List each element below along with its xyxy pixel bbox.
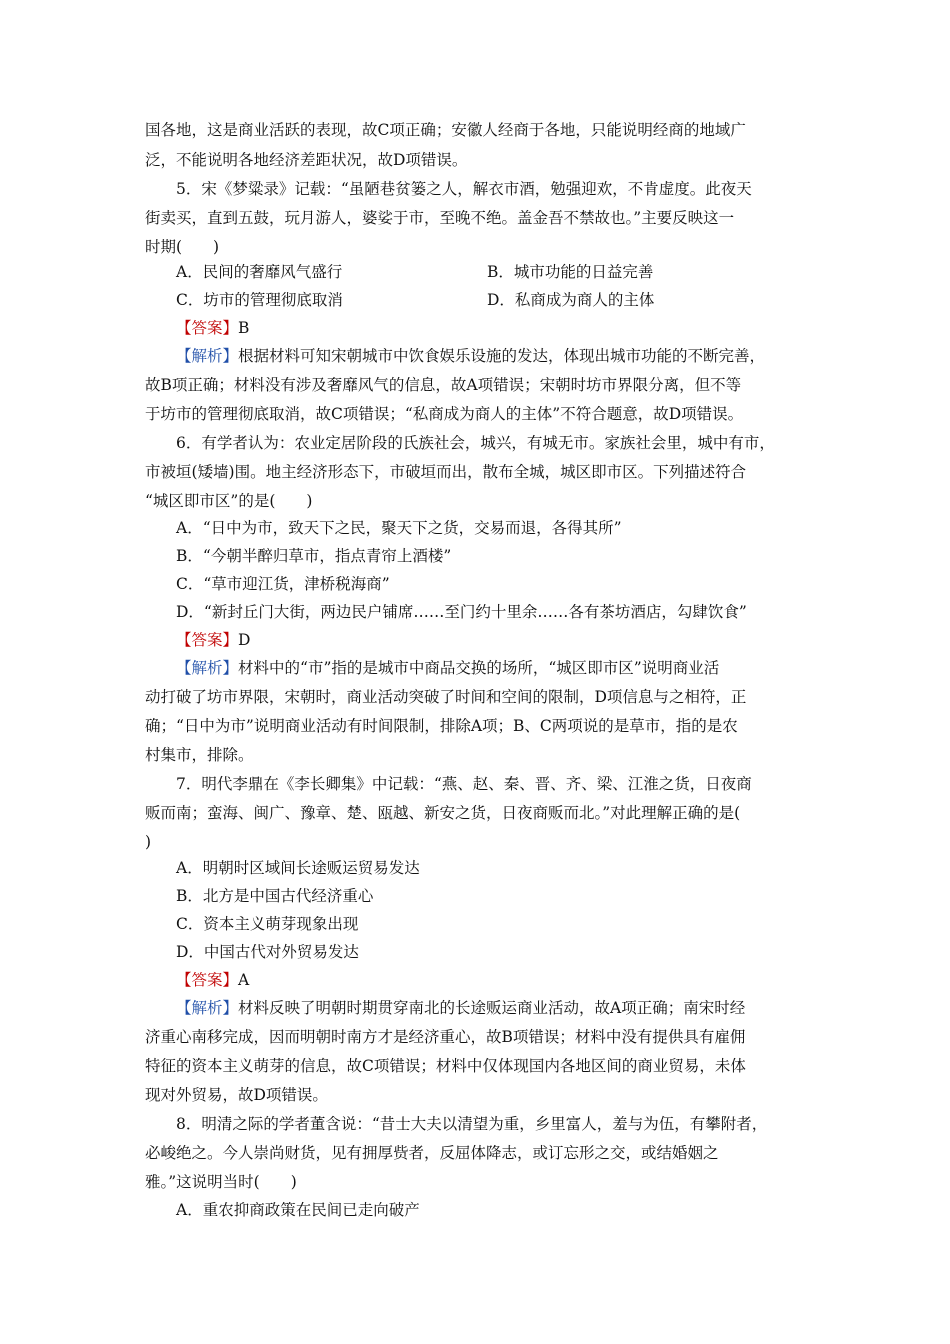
analysis-tag: 【解析】 bbox=[176, 347, 239, 365]
q5-analysis-line: 于坊市的管理彻底取消，故C项错误；“私商成为商人的主体”不符合题意，故D项错误。 bbox=[145, 405, 744, 423]
q5-option-c: C．坊市的管理彻底取消 bbox=[176, 291, 343, 309]
q6-analysis-line: 确；“日中为市”说明商业活动有时间限制，排除A项；B、C两项说的是草市，指的是农 bbox=[145, 717, 738, 735]
q5-answer bbox=[176, 318, 249, 338]
analysis-text: 材料中的“市”指的是城市中商品交换的场所，“城区即市区”说明商业活 bbox=[238, 659, 720, 677]
q8-option-a: A．重农抑商政策在民间已走向破产 bbox=[176, 1201, 420, 1219]
answer-value: B bbox=[238, 319, 250, 337]
analysis-text: 根据材料可知宋朝城市中饮食娱乐设施的发达，体现出城市功能的不断完善， bbox=[238, 347, 766, 365]
q7-stem-line: ) bbox=[145, 833, 152, 851]
q4-analysis-line: 国各地，这是商业活跃的表现，故C项正确；安徽人经商于各地，只能说明经商的地域广 bbox=[145, 121, 746, 139]
q6-option-b: B．“今朝半醉归草市，指点青帘上酒楼” bbox=[176, 547, 452, 565]
answer-tag: 【答案】 bbox=[176, 971, 239, 989]
q7-option-d: D．中国古代对外贸易发达 bbox=[176, 943, 359, 961]
q5-analysis-line: 故B项正确；材料没有涉及奢靡风气的信息，故A项错误；宋朝时坊市界限分离，但不等 bbox=[145, 376, 742, 394]
q6-analysis-line: 村集市，排除。 bbox=[145, 746, 254, 764]
q7-analysis-line: 特征的资本主义萌芽的信息，故C项错误；材料中仅体现国内各地区间的商业贸易，未体 bbox=[145, 1057, 746, 1075]
q6-analysis-line: 动打破了坊市界限，宋朝时，商业活动突破了时间和空间的限制，D项信息与之相符，正 bbox=[145, 688, 747, 706]
q7-stem-line: 贩而南；蛮海、闽广、豫章、楚、瓯越、新安之货，日夜商贩而北。”对此理解正确的是( bbox=[145, 804, 741, 822]
answer-value: D bbox=[238, 631, 251, 649]
q5-stem-line: 5．宋《梦粱录》记载：“虽陋巷贫篓之人，解衣市酒，勉强迎欢，不肯虚度。此夜天 bbox=[176, 180, 752, 198]
q5-stem-line: 时期( ) bbox=[145, 238, 220, 256]
q7-option-c: C．资本主义萌芽现象出现 bbox=[176, 915, 359, 933]
q7-option-a: A．明朝时区域间长途贩运贸易发达 bbox=[176, 859, 420, 877]
q7-option-b: B．北方是中国古代经济重心 bbox=[176, 887, 374, 905]
analysis-tag: 【解析】 bbox=[176, 999, 239, 1017]
q8-stem-line: 8．明清之际的学者董含说：“昔士大夫以清望为重，乡里富人，羞与为伍，有攀附者， bbox=[176, 1115, 768, 1133]
analysis-text: 材料反映了明朝时期贯穿南北的长途贩运商业活动，故A项正确；南宋时经 bbox=[238, 999, 746, 1017]
q6-option-c: C．“草市迎江货，津桥税海商” bbox=[176, 575, 390, 593]
q6-stem-line: “城区即市区”的是( ) bbox=[145, 492, 313, 510]
analysis-tag: 【解析】 bbox=[176, 659, 239, 677]
q6-stem-line: 6．有学者认为：农业定居阶段的氏族社会，城兴，有城无市。家族社会里，城中有市， bbox=[176, 434, 775, 452]
q6-option-d: D．“新封丘门大街，两边民户铺席……至门约十里余……各有茶坊酒店，勾肆饮食” bbox=[176, 603, 747, 621]
q6-answer bbox=[176, 630, 250, 650]
q5-analysis-line bbox=[176, 346, 765, 366]
q7-analysis-line: 济重心南移完成，因而明朝时南方才是经济重心，故B项错误；材料中没有提供具有雇佣 bbox=[145, 1028, 746, 1046]
q5-option-b: B．城市功能的日益完善 bbox=[487, 263, 654, 281]
answer-tag: 【答案】 bbox=[176, 319, 239, 337]
q8-stem-line: 必峻绝之。今人崇尚财货，见有拥厚赀者，反屈体降志，或订忘形之交，或结婚姻之 bbox=[145, 1144, 719, 1162]
q7-answer bbox=[176, 970, 249, 990]
q7-analysis-line bbox=[176, 998, 745, 1018]
answer-value: A bbox=[238, 971, 250, 989]
answer-tag: 【答案】 bbox=[176, 631, 239, 649]
q7-analysis-line: 现对外贸易，故D项错误。 bbox=[145, 1086, 328, 1104]
q6-option-a: A．“日中为市，致天下之民，聚天下之货，交易而退，各得其所” bbox=[176, 519, 622, 537]
q4-analysis-line: 泛，不能说明各地经济差距状况，故D项错误。 bbox=[145, 151, 468, 169]
q6-analysis-line bbox=[176, 658, 719, 678]
q5-option-a: A．民间的奢靡风气盛行 bbox=[176, 263, 343, 281]
q6-stem-line: 市被垣(矮墙)围。地主经济形态下，市破垣而出，散布全城，城区即市区。下列描述符合 bbox=[145, 463, 747, 481]
q7-stem-line: 7．明代李鼎在《李长卿集》中记载：“燕、赵、秦、晋、齐、梁、江淮之货，日夜商 bbox=[176, 775, 752, 793]
q8-stem-line: 雅。”这说明当时( ) bbox=[145, 1173, 297, 1191]
q5-option-d: D．私商成为商人的主体 bbox=[487, 291, 655, 309]
q5-stem-line: 街卖买，直到五鼓，玩月游人，婆娑于市，至晚不绝。盖金吾不禁故也。”主要反映这一 bbox=[145, 209, 735, 227]
